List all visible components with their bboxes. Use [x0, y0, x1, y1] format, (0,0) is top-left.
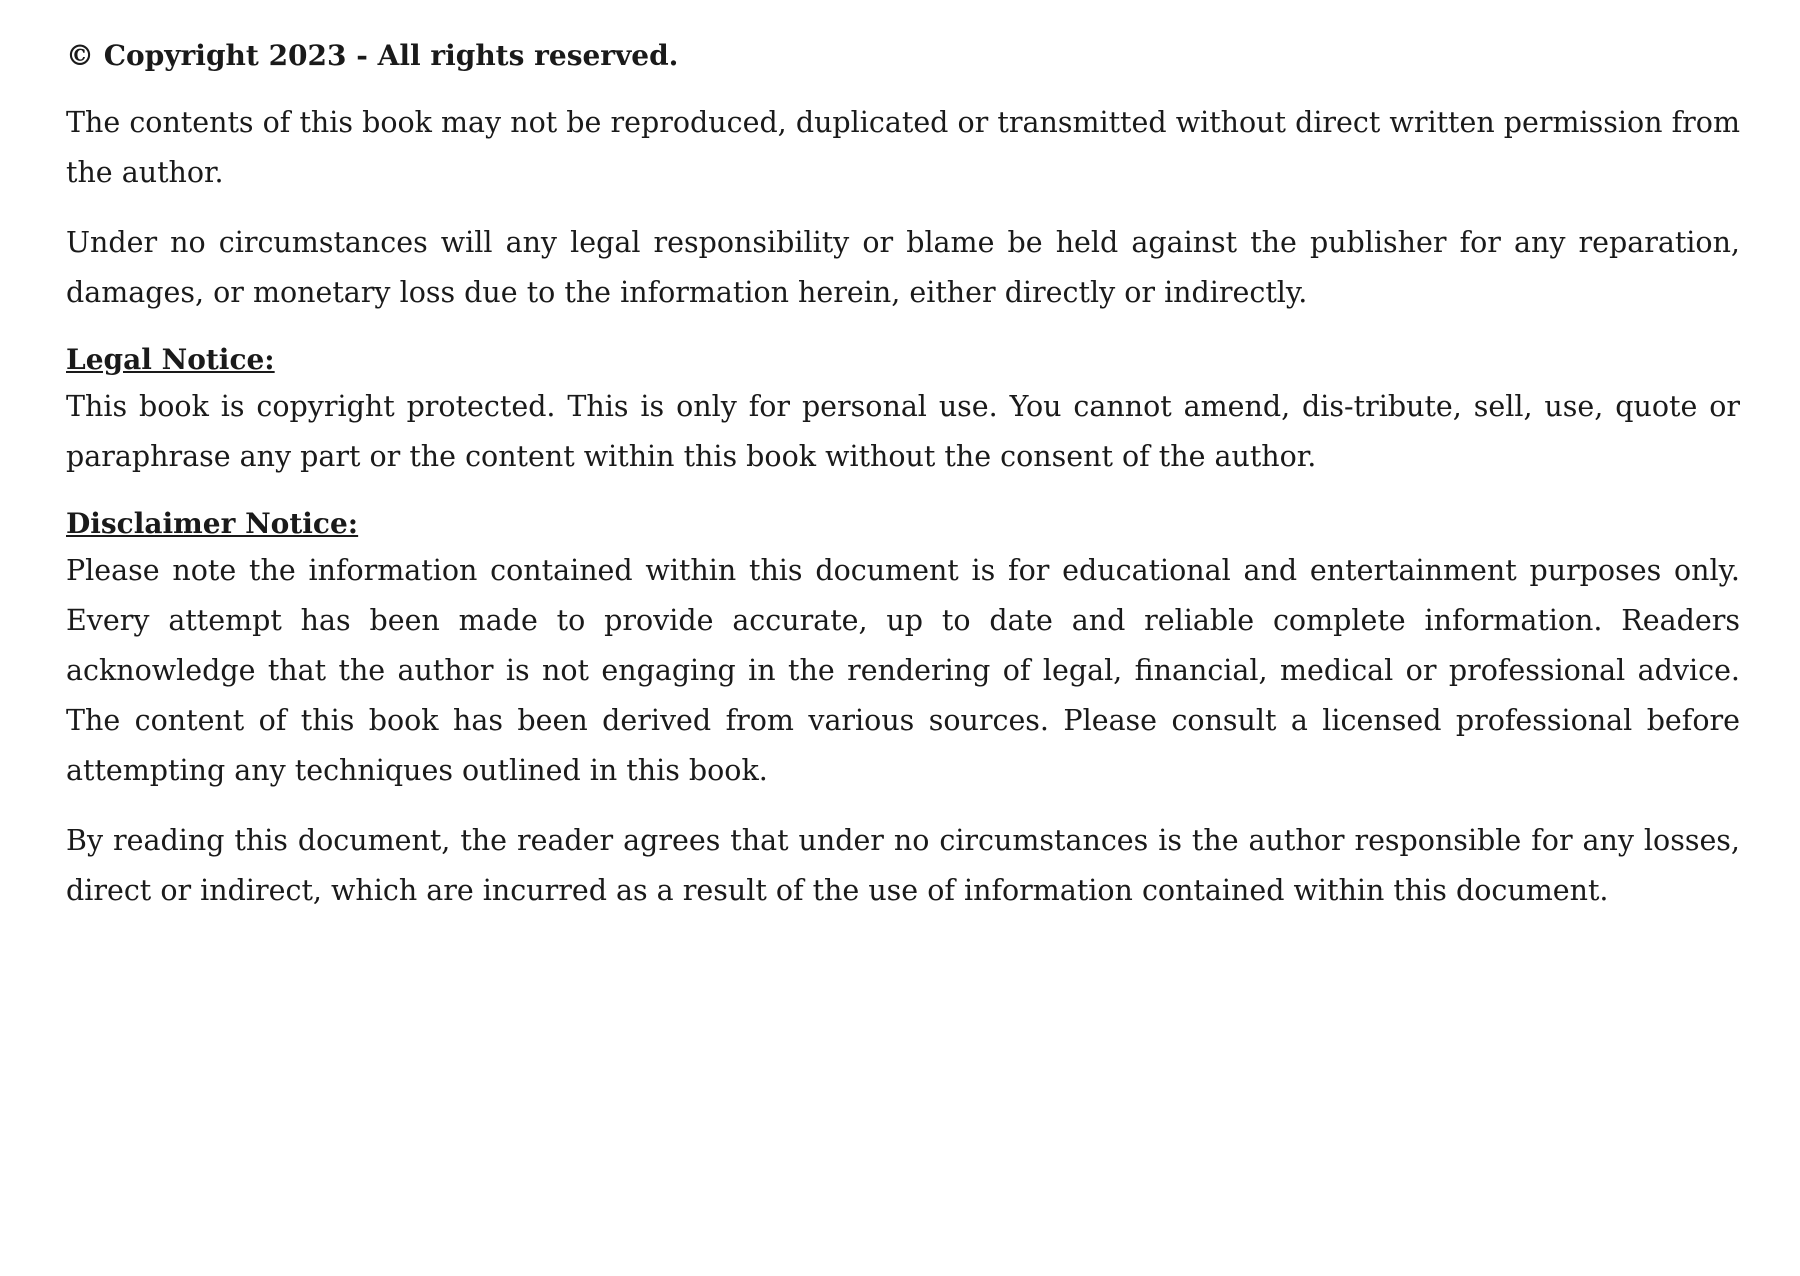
- legal-notice-section: [66, 338, 1740, 482]
- intro-paragraph: Under no circumstances will any legal responsibility or blame be held against the publisher for any reparation, damages, or monetary loss due to the information herein, either directly or indirectly.: [66, 226, 1740, 309]
- legal-notice-heading: Legal Notice:: [66, 343, 275, 376]
- document-page: [66, 36, 1740, 936]
- disclaimer-notice-section: [66, 502, 1740, 796]
- copyright-notice: © Copyright 2023 - All rights reserved.: [66, 39, 679, 72]
- closing-paragraph: By reading this document, the reader agrees that under no circumstances is the author responsible for any losses, direct or indirect, which are incurred as a result of the use of information contained within this document.: [66, 824, 1740, 907]
- disclaimer-notice-heading: Disclaimer Notice:: [66, 507, 359, 540]
- legal-notice-text: This book is copyright protected. This is only for personal use. You cannot amend, dis-tribute, sell, use, quote or paraphrase any part or the content within this book without the consent of the author.: [66, 390, 1740, 473]
- intro-paragraph: The contents of this book may not be reproduced, duplicated or transmitted without direct written permission from the author.: [66, 106, 1740, 189]
- disclaimer-notice-text: Please note the information contained within this document is for educational and entertainment purposes only. Every attempt has been made to provide accurate, up to date and reliable complete information. Readers acknowledge that the author is not engaging in the rendering of legal, financial, medical or professional advice. The content of this book has been derived from various sources. Please consult a licensed professional before attempting any techniques outlined in this book.: [66, 554, 1740, 787]
